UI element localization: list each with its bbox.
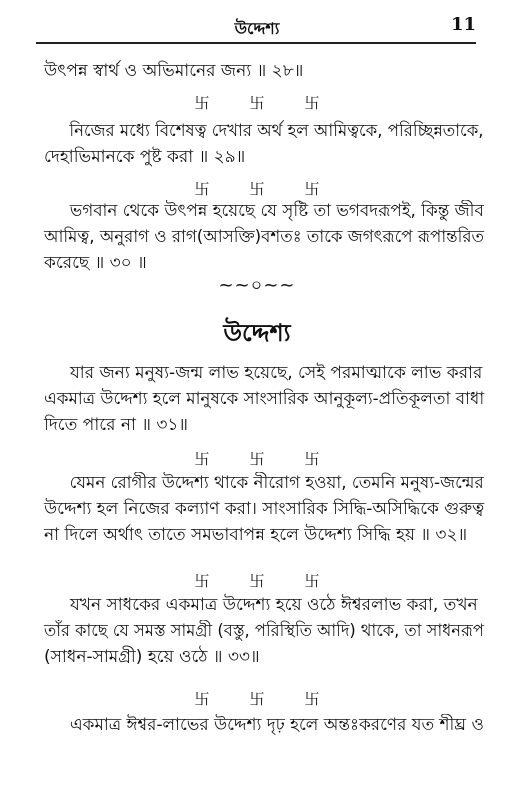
text-line: দিতে পারে না ॥ ৩১॥ xyxy=(44,415,189,435)
swastika-symbol-icon: 卐 xyxy=(249,690,265,708)
swastika-symbol-icon: 卐 xyxy=(249,94,265,112)
text-line: একমাত্র ঈশ্বর-লাভের উদ্দেশ্য দৃঢ় হলে অন্তঃকরণের যত শীঘ্র ও xyxy=(69,715,484,735)
text-line: যেমন রোগীর উদ্দেশ্য থাকে নীরোগ হওয়া, তেমনি মনুষ্য-জন্মের xyxy=(69,473,484,493)
separator-1 xyxy=(0,92,514,113)
paragraph-34 xyxy=(44,712,484,738)
text-line: তাঁর কাছে যে সমস্ত সামগ্রী (বস্তু, পরিস্থিতি আদি) থাকে, তা সাধনরূপ xyxy=(44,621,484,641)
paragraph-31 xyxy=(44,360,484,438)
header-rule xyxy=(36,42,476,44)
text-line: করেছে ॥ ৩০ ॥ xyxy=(44,253,147,273)
text-line: ভগবান থেকে উৎপন্ন হয়েছে যে সৃষ্টি তা ভগবদরূপই, কিন্তু জীব xyxy=(69,201,484,221)
paragraph-29 xyxy=(44,118,484,170)
text-line: উৎপন্ন স্বার্থ ও অভিমানের জন্য ॥ ২৮॥ xyxy=(44,61,304,81)
text-line: নিজের মধ্যে বিশেষত্ব দেখার অর্থ হল আমিত্বকে, পরিচ্ছিন্নতাকে, xyxy=(69,121,484,141)
page-number: 11 xyxy=(450,14,476,35)
swastika-symbol-icon: 卐 xyxy=(304,180,320,198)
separator-2 xyxy=(0,178,514,199)
separator-3 xyxy=(0,448,514,469)
swastika-symbol-icon: 卐 xyxy=(304,94,320,112)
swastika-symbol-icon: 卐 xyxy=(304,690,320,708)
text-line: যখন সাধকের একমাত্র উদ্দেশ্য হয়ে ওঠে ঈশ্বরলাভ করা, তখন xyxy=(70,595,478,615)
text-line: না দিলে অর্থাৎ তাতে সমভাবাপন্ন হলে উদ্দেশ্য সিদ্ধি হয় ॥ ৩২॥ xyxy=(44,525,468,545)
running-head xyxy=(38,12,476,42)
swastika-symbol-icon: 卐 xyxy=(304,572,320,590)
swastika-symbol-icon: 卐 xyxy=(249,572,265,590)
running-title: উদ্দেশ্য xyxy=(234,19,280,38)
swastika-symbol-icon: 卐 xyxy=(194,94,210,112)
swastika-symbol-icon: 卐 xyxy=(194,180,210,198)
text-line: যার জন্য মনুষ্য-জন্ম লাভ হয়েছে, সেই পরমাত্মাকে লাভ করার xyxy=(70,363,483,383)
paragraph-32 xyxy=(44,470,484,548)
text-line: আমিত্ব, অনুরাগ ও রাগ(আসক্তি)বশতঃ তাকে জগৎরূপে রূপান্তরিত xyxy=(44,227,485,247)
text-line: একমাত্র উদ্দেশ্য হলে মানুষকে সাংসারিক আনুকূল্য-প্রতিকূলতা বাধা xyxy=(44,389,485,409)
swastika-symbol-icon: 卐 xyxy=(194,690,210,708)
text-line: (সাধন-সামগ্রী) হয়ে ওঠে ॥ ৩৩॥ xyxy=(44,647,260,667)
separator-4 xyxy=(0,570,514,591)
text-line: উদ্দেশ্য হল নিজের কল্যাণ করা। সাংসারিক সিদ্ধি-অসিদ্ধিকে গুরুত্ব xyxy=(44,499,485,519)
text-line: দেহাভিমানকে পুষ্ট করা ॥ ২৯॥ xyxy=(44,147,246,167)
paragraph-28 xyxy=(44,58,484,84)
swastika-symbol-icon: 卐 xyxy=(194,572,210,590)
swastika-symbol-icon: 卐 xyxy=(304,450,320,468)
swastika-symbol-icon: 卐 xyxy=(249,450,265,468)
section-ornament: ~~০~~ xyxy=(218,275,296,296)
swastika-symbol-icon: 卐 xyxy=(194,450,210,468)
paragraph-33 xyxy=(44,592,484,670)
section-title: উদ্দেশ্য xyxy=(223,319,291,347)
swastika-symbol-icon: 卐 xyxy=(249,180,265,198)
paragraph-30 xyxy=(44,198,484,276)
separator-5 xyxy=(0,688,514,709)
